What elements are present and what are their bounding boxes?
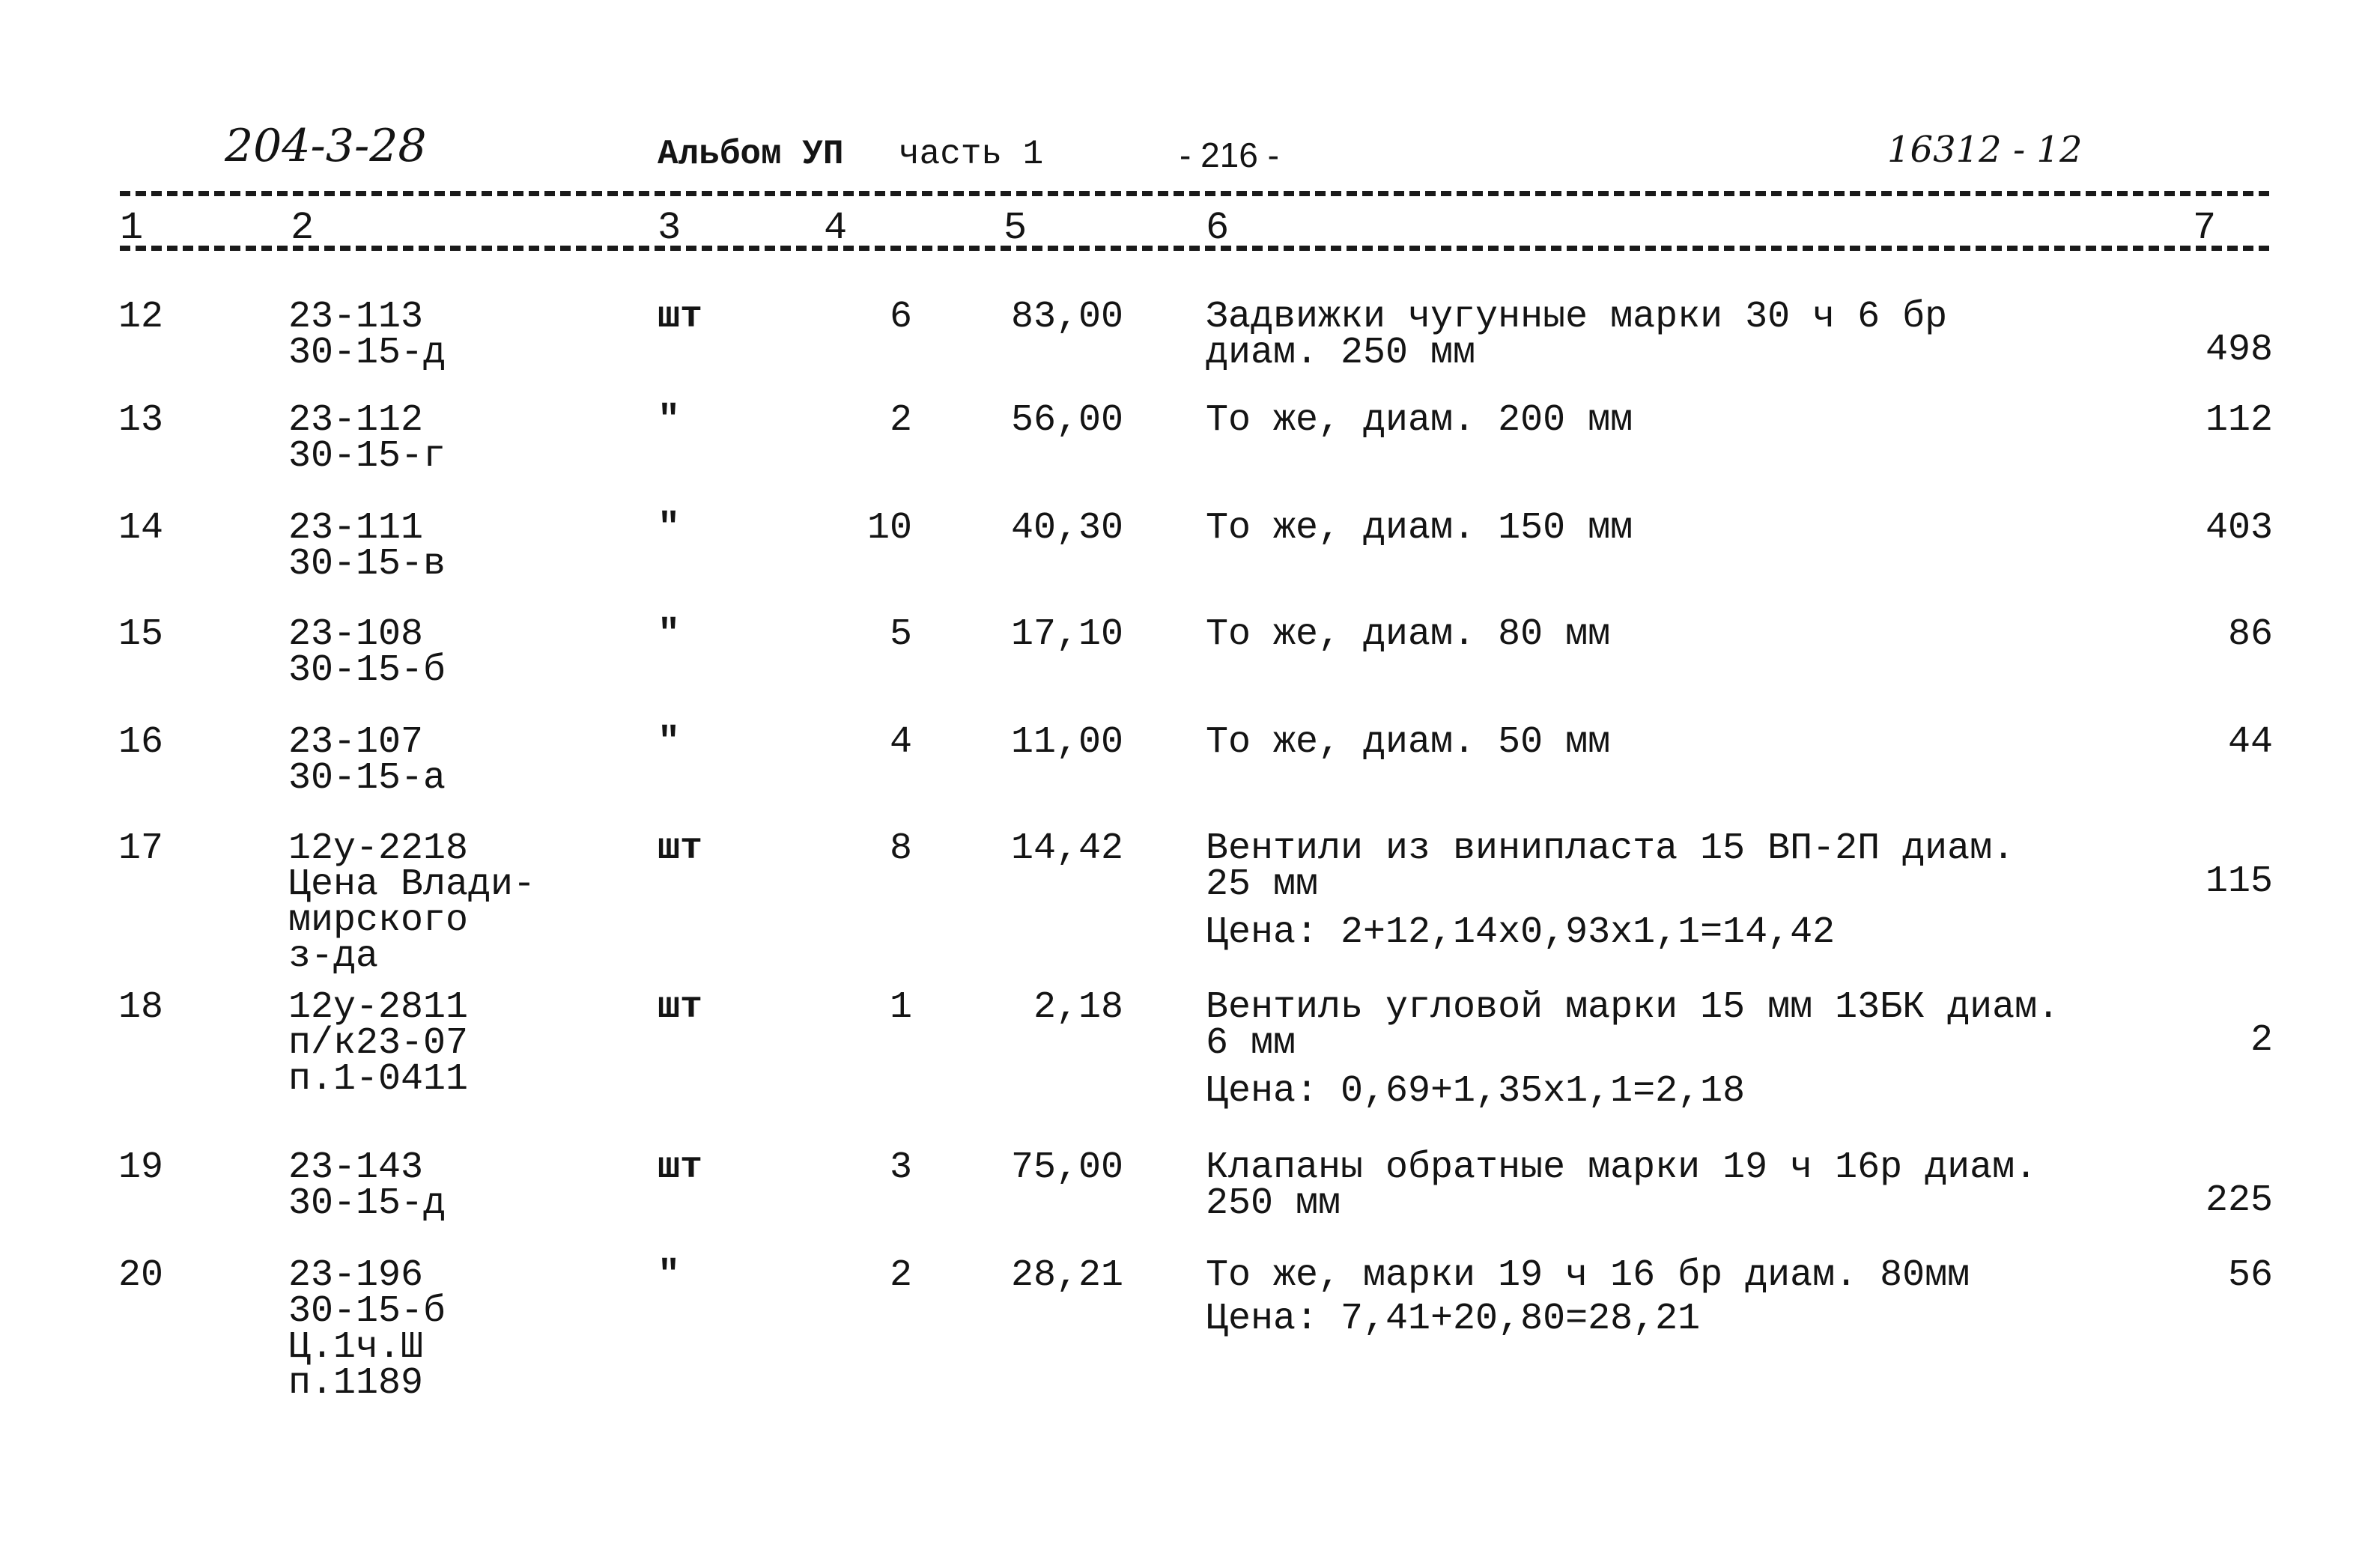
unit-price: 28,21 bbox=[1010, 1254, 1123, 1297]
row-number: 17 bbox=[118, 827, 164, 870]
unit: шт bbox=[658, 827, 703, 870]
total-cost: 112 bbox=[2205, 399, 2273, 442]
unit-price: 75,00 bbox=[1010, 1146, 1123, 1189]
price-formula: Цена: 7,41+20,80=28,21 bbox=[1206, 1298, 1701, 1340]
total-cost: 403 bbox=[2205, 507, 2273, 550]
quantity: 3 bbox=[889, 1146, 912, 1189]
total-cost: 2 bbox=[2250, 1019, 2273, 1062]
estimate-code: 23-113 30-15-д bbox=[288, 296, 446, 374]
header-rule-top bbox=[120, 191, 2269, 196]
row-number: 20 bbox=[118, 1254, 164, 1297]
doc-code-handwritten: 204-3-28 bbox=[225, 120, 427, 172]
colnum-2: 2 bbox=[291, 206, 315, 250]
unit: " bbox=[658, 721, 681, 764]
total-cost: 44 bbox=[2227, 721, 2273, 764]
price-formula: Цена: 0,69+1,35х1,1=2,18 bbox=[1206, 1070, 1746, 1113]
header-rule-bottom bbox=[120, 246, 2269, 251]
description: Вентиль угловой марки 15 мм 13БК диам. 6 мм bbox=[1206, 986, 2060, 1065]
row-number: 14 bbox=[118, 507, 164, 550]
unit: " bbox=[658, 399, 681, 442]
quantity: 6 bbox=[889, 296, 912, 338]
description: Задвижки чугунные марки 30 ч 6 бр диам. 250 мм bbox=[1206, 296, 1948, 374]
colnum-7: 7 bbox=[2193, 206, 2217, 250]
unit: шт bbox=[658, 296, 703, 338]
unit-price: 83,00 bbox=[1010, 296, 1123, 338]
estimate-code: 23-112 30-15-г bbox=[288, 399, 446, 478]
total-cost: 115 bbox=[2205, 860, 2273, 903]
colnum-4: 4 bbox=[824, 206, 848, 250]
quantity: 5 bbox=[889, 613, 912, 656]
price-formula: Цена: 2+12,14х0,93х1,1=14,42 bbox=[1206, 911, 1836, 954]
quantity: 2 bbox=[889, 1254, 912, 1297]
estimate-code: 12у-2218 Цена Влади- мирского з-да bbox=[288, 827, 536, 978]
total-cost: 498 bbox=[2205, 329, 2273, 371]
estimate-code: 23-111 30-15-в bbox=[288, 507, 446, 586]
unit-price: 40,30 bbox=[1010, 507, 1123, 550]
row-number: 18 bbox=[118, 986, 164, 1029]
part-label: часть 1 bbox=[899, 135, 1044, 174]
unit-price: 2,18 bbox=[1033, 986, 1123, 1029]
description: Вентили из винипласта 15 ВП-2П диам. 25 мм bbox=[1206, 827, 2015, 906]
unit: шт bbox=[658, 986, 703, 1029]
estimate-code: 23-107 30-15-а bbox=[288, 721, 446, 800]
ref-number-handwritten: 16312 - 12 bbox=[1887, 129, 2083, 171]
colnum-5: 5 bbox=[1004, 206, 1027, 250]
unit: " bbox=[658, 1254, 681, 1297]
unit: " bbox=[658, 507, 681, 550]
quantity: 8 bbox=[889, 827, 912, 870]
total-cost: 225 bbox=[2205, 1179, 2273, 1222]
unit-price: 56,00 bbox=[1010, 399, 1123, 442]
unit: " bbox=[658, 613, 681, 656]
quantity: 10 bbox=[866, 507, 912, 550]
page-number: - 216 - bbox=[1180, 136, 1279, 174]
unit-price: 14,42 bbox=[1010, 827, 1123, 870]
estimate-code: 23-196 30-15-б Ц.1ч.Ш п.1189 bbox=[288, 1254, 446, 1405]
colnum-3: 3 bbox=[658, 206, 681, 250]
colnum-6: 6 bbox=[1206, 206, 1230, 250]
quantity: 2 bbox=[889, 399, 912, 442]
description: То же, марки 19 ч 16 бр диам. 80мм bbox=[1206, 1254, 1970, 1297]
album-label: Альбом УП bbox=[658, 135, 844, 174]
description: То же, диам. 80 мм bbox=[1206, 613, 1611, 656]
estimate-code: 12у-2811 п/к23-07 п.1-0411 bbox=[288, 986, 469, 1101]
row-number: 12 bbox=[118, 296, 164, 338]
description: То же, диам. 200 мм bbox=[1206, 399, 1633, 442]
description: Клапаны обратные марки 19 ч 16р диам. 250 мм bbox=[1206, 1146, 2038, 1225]
row-number: 15 bbox=[118, 613, 164, 656]
description: То же, диам. 50 мм bbox=[1206, 721, 1611, 764]
colnum-1: 1 bbox=[120, 206, 144, 250]
row-number: 13 bbox=[118, 399, 164, 442]
unit-price: 17,10 bbox=[1010, 613, 1123, 656]
row-number: 19 bbox=[118, 1146, 164, 1189]
quantity: 1 bbox=[889, 986, 912, 1029]
unit: шт bbox=[658, 1146, 703, 1189]
estimate-code: 23-108 30-15-б bbox=[288, 613, 446, 692]
quantity: 4 bbox=[889, 721, 912, 764]
total-cost: 56 bbox=[2227, 1254, 2273, 1297]
row-number: 16 bbox=[118, 721, 164, 764]
estimate-code: 23-143 30-15-д bbox=[288, 1146, 446, 1225]
total-cost: 86 bbox=[2227, 613, 2273, 656]
unit-price: 11,00 bbox=[1010, 721, 1123, 764]
description: То же, диам. 150 мм bbox=[1206, 507, 1633, 550]
